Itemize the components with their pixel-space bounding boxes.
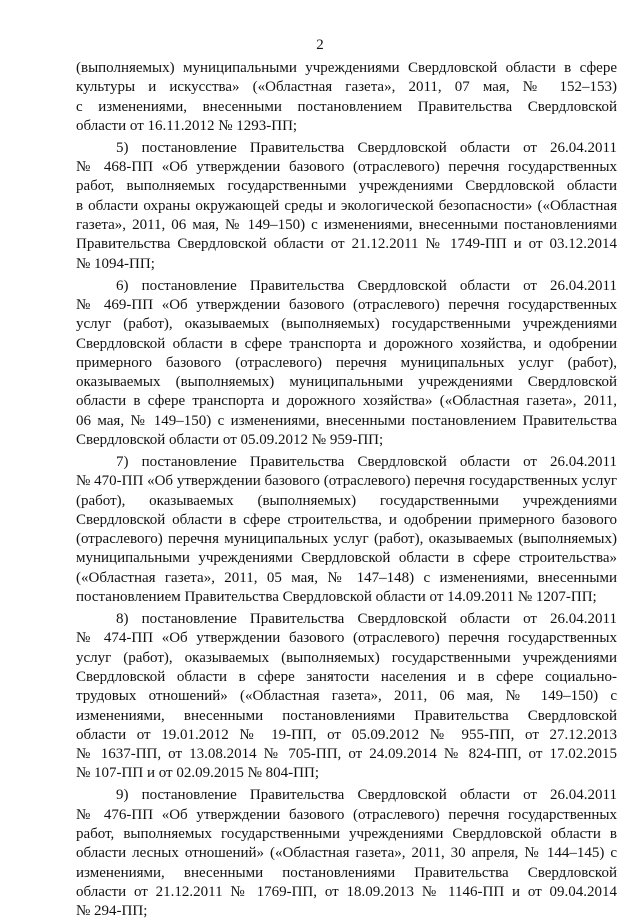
paragraph (76, 610, 617, 784)
text-line: (отраслевого) перечня муниципальных услуг (работ), оказываемых (выполняемых) (76, 531, 617, 548)
text-line: газета», 2011, 06 мая, № 149–150) с изменениями, внесенными постановлениями (76, 217, 617, 234)
text-line: с изменениями, внесенными постановлением Правительства Свердловской (76, 98, 617, 115)
text-line: 5) постановление Правительства Свердловской области от 26.04.2011 (116, 139, 617, 156)
text-line: № 468-ПП «Об утверждении базового (отраслевого) перечня государственных (76, 159, 617, 176)
text-line: (работ), оказываемых (выполняемых) государственными учреждениями (76, 492, 617, 509)
paragraph (76, 139, 617, 274)
text-line: области от 19.01.2012 № 19-ПП, от 05.09.2012 № 955-ПП, от 27.12.2013 (76, 726, 617, 743)
text-line: 06 мая, № 149–150) с изменениями, внесенными постановлением Правительства (76, 412, 617, 429)
document-body (76, 59, 617, 922)
text-line: работ, выполняемых государственными учреждениями Свердловской области в (76, 826, 617, 843)
text-line: («Областная газета», 2011, 05 мая, № 147–148) с изменениями, внесенными (76, 569, 617, 586)
text-line: муниципальными учреждениями Свердловской области в сфере строительства» (76, 550, 617, 567)
text-line: услуг (работ), оказываемых (выполняемых) государственными учреждениями (76, 649, 617, 666)
text-line: № 107-ПП и от 02.09.2015 № 804-ПП; (76, 765, 319, 782)
text-line: 9) постановление Правительства Свердловской области от 26.04.2011 (116, 787, 617, 804)
paragraph (76, 786, 617, 921)
text-line: № 294-ПП; (76, 903, 148, 920)
text-line: Правительства Свердловской области от 21.12.2011 № 1749-ПП и от 03.12.2014 (76, 236, 617, 253)
text-line: примерного базового (отраслевого) перечня муниципальных услуг (работ), (76, 354, 617, 371)
paragraph (76, 453, 617, 607)
text-line: изменениями, внесенными постановлениями Правительства Свердловской (76, 864, 617, 881)
text-line: № 1094-ПП; (76, 255, 155, 272)
text-line: № 476-ПП «Об утверждении базового (отраслевого) перечня государственных (76, 806, 617, 823)
text-line: № 1637-ПП, от 13.08.2014 № 705-ПП, от 24.09.2014 № 824-ПП, от 17.02.2015 (76, 746, 617, 763)
text-line: постановлением Правительства Свердловской области от 14.09.2011 № 1207-ПП; (76, 589, 597, 606)
text-line: 8) постановление Правительства Свердловской области от 26.04.2011 (116, 611, 617, 628)
text-line: трудовых отношений» («Областная газета», 2011, 06 мая, № 149–150) с (76, 688, 617, 705)
text-line: оказываемых (выполняемых) муниципальными учреждениями Свердловской (76, 374, 617, 391)
text-line: области от 16.11.2012 № 1293-ПП; (76, 117, 298, 134)
text-line: Свердловской области в сфере строительства, и одобрении примерного базового (76, 511, 617, 528)
page-number: 2 (316, 37, 324, 53)
text-line: 6) постановление Правительства Свердловской области от 26.04.2011 (116, 277, 617, 294)
text-line: Свердловской области от 05.09.2012 № 959-ПП; (76, 432, 384, 449)
text-line: культуры и искусства» («Областная газета», 2011, 07 мая, № 152–153) (76, 79, 617, 96)
text-line: области от 21.12.2011 № 1769-ПП, от 18.09.2013 № 1146-ПП и от 09.04.2014 (76, 883, 617, 900)
text-line: изменениями, внесенными постановлениями Правительства Свердловской (76, 707, 617, 724)
paragraph (76, 277, 617, 451)
text-line: области в сфере транспорта и дорожного хозяйства» («Областная газета», 2011, (76, 393, 617, 410)
text-line: работ, выполняемых государственными учреждениями Свердловской области (76, 178, 617, 195)
text-line: Свердловской области в сфере транспорта и дорожного хозяйства, и одобрении (76, 335, 617, 352)
text-line: 7) постановление Правительства Свердловской области от 26.04.2011 (116, 454, 617, 470)
text-line: Свердловской области в сфере занятости населения и в сфере социально- (76, 668, 617, 685)
text-line: в области охраны окружающей среды и экологической безопасности» («Областная (76, 197, 617, 214)
text-line: № 469-ПП «Об утверждении базового (отраслевого) перечня государственных (76, 296, 617, 313)
text-line: области лесных отношений» («Областная газета», 2011, 30 апреля, № 144–145) с (76, 845, 617, 862)
paragraph (76, 59, 617, 136)
text-line: № 470-ПП «Об утверждении базового (отраслевого) перечня государственных услуг (76, 473, 617, 490)
text-line: № 474-ПП «Об утверждении базового (отраслевого) перечня государственных (76, 630, 617, 647)
text-line: (выполняемых) муниципальными учреждениями Свердловской области в сфере (76, 60, 617, 76)
text-line: услуг (работ), оказываемых (выполняемых) государственными учреждениями (76, 316, 617, 333)
